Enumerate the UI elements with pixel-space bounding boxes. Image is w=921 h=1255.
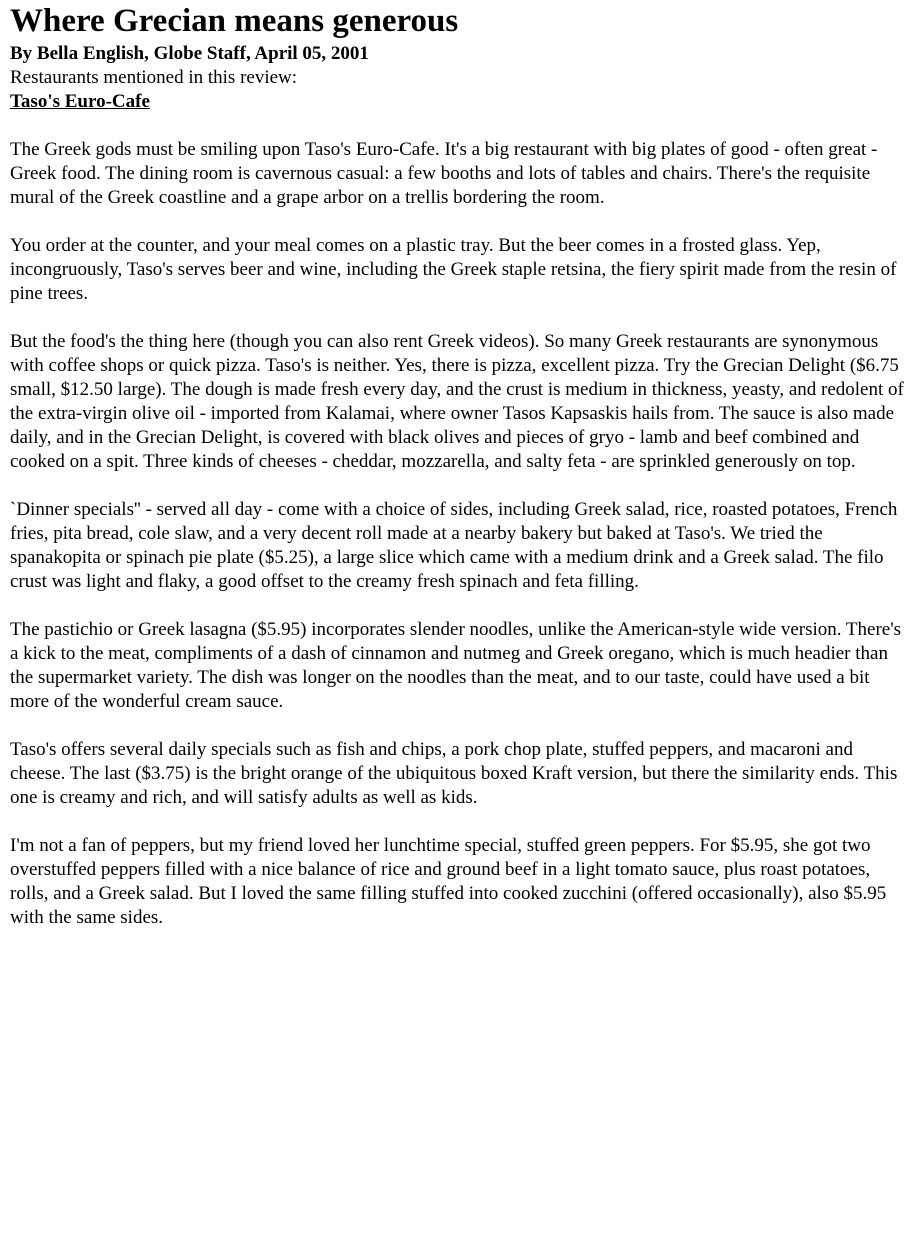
article: [10, 0, 912, 954]
body-paragraph: You order at the counter, and your meal comes on a plastic tray. But the beer comes in a frosted glass. Yep, incongruously, Taso's serves beer and wine, including the Greek staple retsina, the fiery spirit made from the resin of pine trees.: [10, 235, 897, 304]
article-body: [10, 138, 912, 930]
body-paragraph: I'm not a fan of peppers, but my friend loved her lunchtime special, stuffed green peppers. For $5.95, she got two overstuffed peppers filled with a nice balance of rice and ground beef in a light tomato sauce, plus roast potatoes, rolls, and a Greek salad. But I loved the same filling stuffed into cooked zucchini (offered occasionally), also $5.95 with the same sides.: [10, 835, 887, 928]
restaurants-mentioned-label: Restaurants mentioned in this review:: [10, 67, 298, 88]
body-paragraph: The pastichio or Greek lasagna ($5.95) incorporates slender noodles, unlike the American-style wide version. There's a kick to the meat, compliments of a dash of cinnamon and nutmeg and Greek oregano, which is much headier than the supermarket variety. The dish was longer on the noodles than the meat, and to our taste, could have used a bit more of the wonderful cream sauce.: [10, 619, 902, 712]
restaurant-link-tasos-euro-cafe[interactable]: Taso's Euro-Cafe: [10, 91, 150, 112]
body-paragraph: The Greek gods must be smiling upon Taso's Euro-Cafe. It's a big restaurant with big plates of good - often great - Greek food. The dining room is cavernous casual: a few booths and lots of tables and chairs. There's the requisite mural of the Greek coastline and a grape arbor on a trellis bordering the room.: [10, 139, 878, 208]
restaurant-list: [10, 90, 912, 114]
body-paragraph: `Dinner specials'' - served all day - come with a choice of sides, including Greek salad, rice, roasted potatoes, French fries, pita bread, cole slaw, and a very decent roll made at a nearby bakery but baked at Taso's. We tried the spanakopita or spinach pie plate ($5.25), a large slice which came with a medium drink and a Greek salad. The filo crust was light and flaky, a good offset to the creamy fresh spinach and feta filling.: [10, 499, 898, 592]
body-paragraph: Taso's offers several daily specials such as fish and chips, a pork chop plate, stuffed peppers, and macaroni and cheese. The last ($3.75) is the bright orange of the ubiquitous boxed Kraft version, but there the similarity ends. This one is creamy and rich, and will satisfy adults as well as kids.: [10, 739, 898, 808]
body-paragraph: But the food's the thing here (though you can also rent Greek videos). So many Greek restaurants are synonymous with coffee shops or quick pizza. Taso's is neither. Yes, there is pizza, excellent pizza. Try the Grecian Delight ($6.75 small, $12.50 large). The dough is made fresh every day, and the crust is medium in thickness, yeasty, and redolent of the extra-virgin olive oil - imported from Kalamai, where owner Tasos Kapsaskis hails from. The sauce is also made daily, and in the Grecian Delight, is covered with black olives and pieces of gryo - lamb and beef combined and cooked on a spit. Three kinds of cheeses - cheddar, mozzarella, and salty feta - are sprinkled generously on top.: [10, 331, 904, 472]
byline: By Bella English, Globe Staff, April 05, 2001: [10, 43, 369, 64]
headline: Where Grecian means generous: [10, 3, 459, 39]
